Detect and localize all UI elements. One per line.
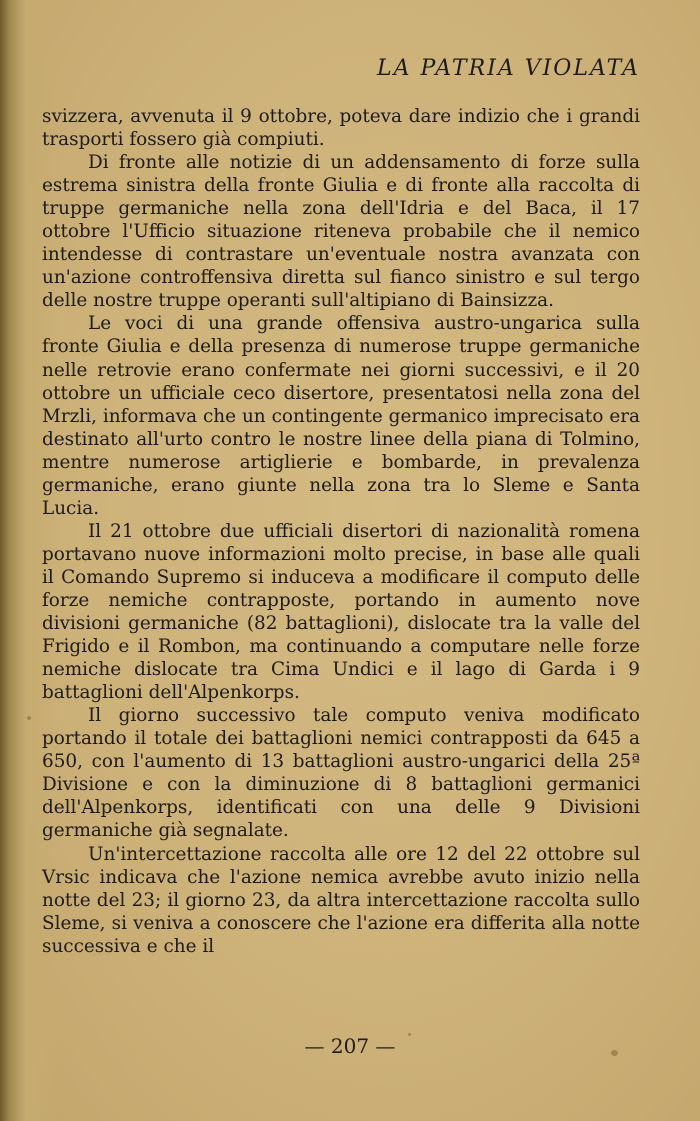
paragraph: svizzera, avvenuta il 9 ottobre, poteva dare indizio che i grandi trasporti fossero già compiuti. [42, 106, 640, 151]
body-text [42, 105, 640, 958]
paragraph: Il 21 ottobre due ufficiali disertori di nazionalità romena portavano nuove informazioni molto precise, in base alle quali il Comando Supremo si induceva a modificare il computo delle forze nemiche contrapposte, portando in aumento nove divisioni germaniche (82 battaglioni), dislocate tra la valle del Frigido e il Rombon, ma continuando a computare nelle forze nemiche dislocate tra Cima Undici e il lago di Garda i 9 battaglioni dell'Alpenkorps. [42, 520, 640, 704]
paragraph: Le voci di una grande offensiva austro-ungarica sulla fronte Giulia e della presenza di numerose truppe germaniche nelle retrovie erano confermate nei giorni successivi, e il 20 ottobre un ufficiale ceco disertore, presentatosi nella zona del Mrzli, informava che un contingente germanico imprecisato era destinato all'urto contro le nostre linee della piana di Tolmino, mentre numerose artiglierie e bombarde, in prevalenza germaniche, erano giunte nella zona tra lo Sleme e Santa Lucia. [42, 313, 640, 519]
running-title: LA PATRIA VIOLATA [376, 56, 640, 81]
paragraph: Di fronte alle notizie di un addensamento di forze sulla estrema sinistra della fronte Giulia e di fronte alla raccolta di truppe germaniche nella zona dell'Idria e del Baca, il 17 ottobre l'Ufficio situazione riteneva probabile che il nemico intendesse di contrastare un'eventuale nostra avanzata con un'azione controffensiva diretta sul fianco sinistro e sul tergo delle nostre truppe operanti sull'altipiano di Bainsizza. [42, 152, 640, 312]
paragraph: Il giorno successivo tale computo veniva modificato portando il totale dei battaglioni nemici contrapposti da 645 a 650, con l'aumento di 13 battaglioni austro-ungarici della 25ª Divisione e con la diminuzione di 8 battaglioni germanici dell'Alpenkorps, identificati con una delle 9 Divisioni germaniche già segnalate. [42, 705, 640, 842]
paragraph: Un'intercettazione raccolta alle ore 12 del 22 ottobre sul Vrsic indicava che l'azione nemica avrebbe avuto inizio nella notte del 23; il giorno 23, da altra intercettazione raccolta sullo Sleme, si veniva a conoscere che l'azione era differita alla notte successiva e che il [42, 843, 640, 957]
page-number: — 207 — [304, 1034, 396, 1058]
paper-stain [27, 716, 31, 720]
